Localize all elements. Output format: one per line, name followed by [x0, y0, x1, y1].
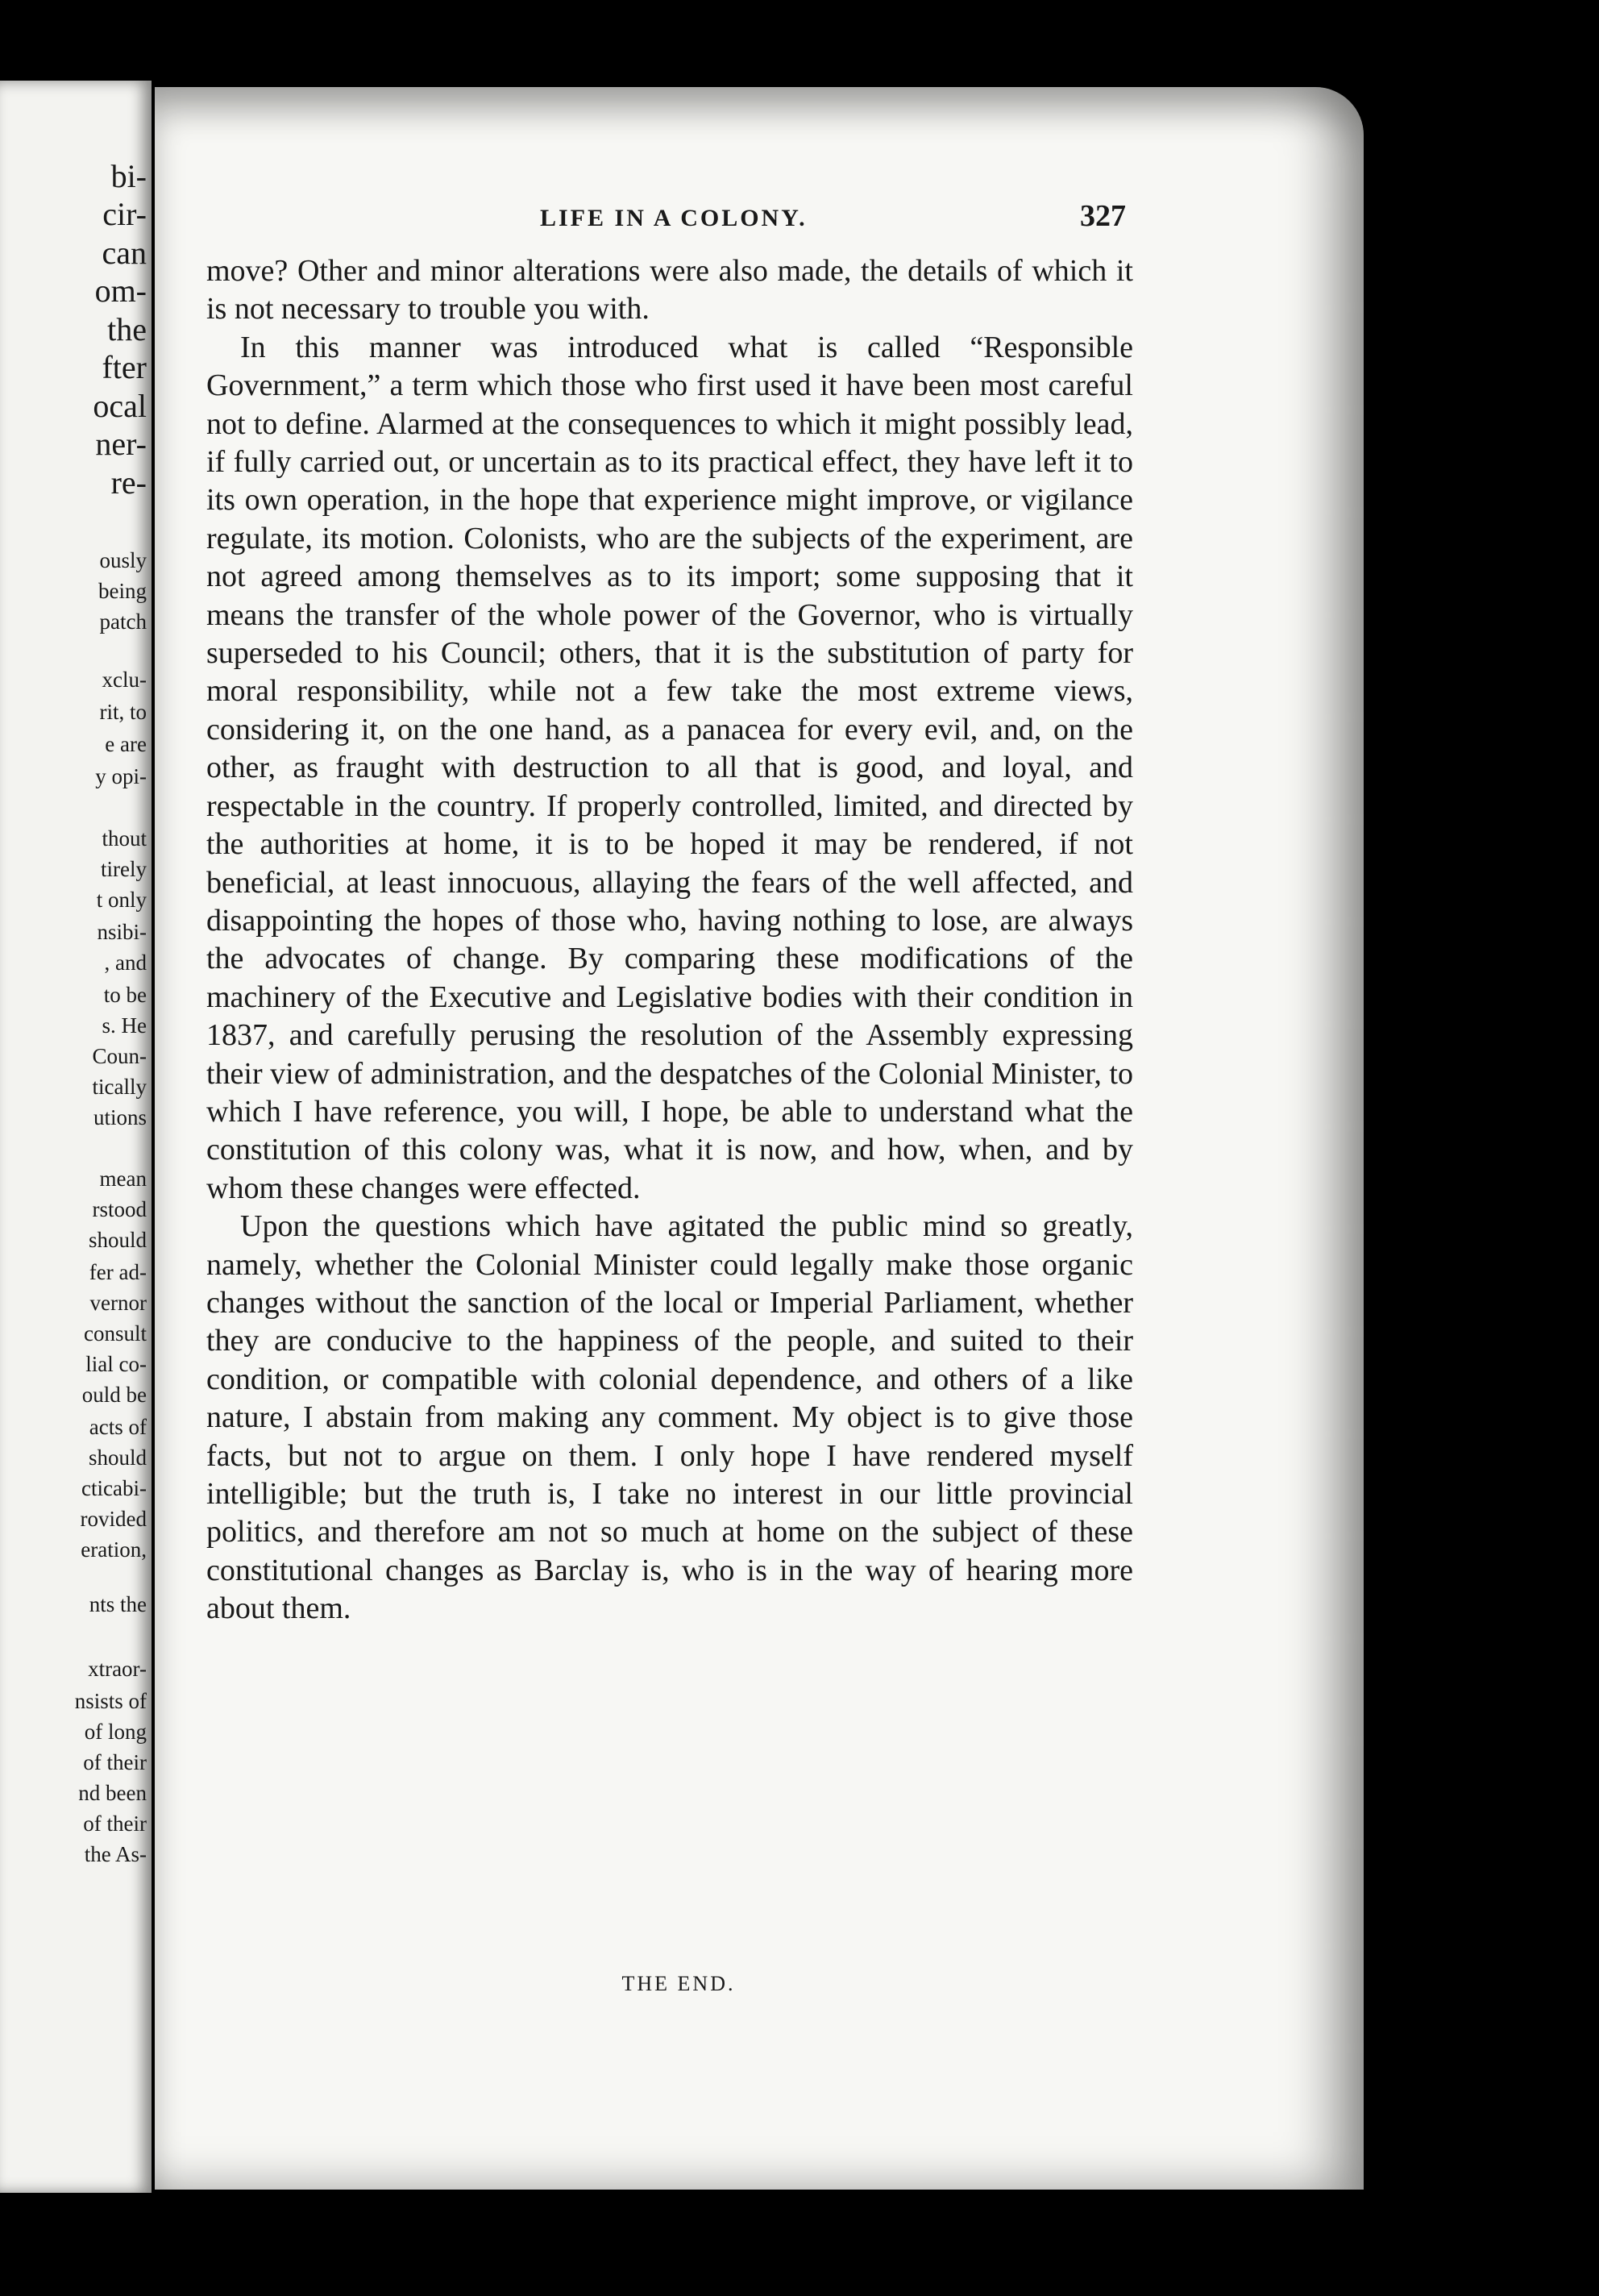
left-page-line: bi-: [110, 158, 147, 194]
left-page-line: rovided: [80, 1507, 147, 1531]
page-number: 327: [1080, 199, 1126, 233]
left-page-line: Coun-: [92, 1044, 147, 1068]
left-page-line: eration,: [81, 1537, 147, 1562]
left-page-line: nd been: [78, 1781, 147, 1805]
left-page-line: to be: [103, 983, 147, 1007]
left-page-line: the As-: [84, 1842, 147, 1866]
left-page-line: utions: [93, 1105, 147, 1129]
left-page-line: s. He: [102, 1013, 147, 1038]
left-page-line: ould be: [81, 1383, 147, 1407]
the-end: THE END.: [621, 1972, 736, 1995]
left-page-line: mean: [99, 1167, 147, 1191]
left-page-line: fter: [102, 349, 147, 385]
left-page-line: xtraor-: [88, 1657, 147, 1681]
left-page-line: tically: [92, 1075, 147, 1099]
left-page-line: the: [107, 311, 147, 347]
left-page-line: t only: [96, 888, 147, 912]
left-page-line: tirely: [101, 857, 147, 881]
left-page-line: fer ad-: [89, 1260, 147, 1284]
paragraph-continuation: move? Other and minor alterations were also made, the details of which it is not necessary to trouble you with.: [206, 254, 1133, 327]
left-page-line: should: [88, 1445, 147, 1470]
left-page-line: of their: [83, 1750, 147, 1774]
main-page: [155, 87, 1364, 2190]
left-page-line: cticabi-: [81, 1476, 147, 1500]
paragraph-questions: Upon the questions which have agitated the public mind so greatly, namely, whether the Colonial Minister could legally make those organic changes without the sanction of the local or Imperial Parliament, whether they are conducive to the happiness of the people, and suited to their condition, or compatible with colonial dependence, and others of a like nature, I abstain from making any comment. My object is to give those facts, but not to argue on them. I only hope I have rendered myself intelligible; but the truth is, I take no interest in our little provincial politics, and therefore am not so much at home on the subject of these constitutional changes as Barclay is, who is in the way of hearing more about them.: [206, 1209, 1133, 1626]
left-page-line: being: [98, 579, 147, 603]
left-page-edge: [0, 81, 152, 2193]
left-page-line: rit, to: [99, 700, 147, 724]
left-page-line: nsibi-: [97, 920, 147, 944]
left-page-line: lial co-: [85, 1352, 147, 1376]
left-page-line: e are: [105, 732, 147, 756]
running-head: [155, 198, 1364, 247]
left-page-line: ocal: [93, 388, 147, 424]
left-page-line: ously: [99, 548, 147, 572]
left-page-line: , and: [104, 950, 147, 975]
left-page-line: xclu-: [102, 668, 147, 692]
left-page-line: can: [102, 235, 147, 271]
left-page-line: om-: [94, 272, 147, 309]
left-page-line: cir-: [102, 196, 147, 232]
left-page-line: rstood: [92, 1197, 147, 1221]
left-page-line: thout: [102, 826, 147, 851]
left-page-line: of long: [84, 1720, 147, 1744]
running-title: LIFE IN A COLONY.: [540, 205, 808, 231]
left-page-line: nsists of: [74, 1689, 147, 1713]
left-page-line: y opi-: [95, 764, 147, 788]
left-page-line: vernor: [89, 1291, 147, 1315]
left-page-line: re-: [110, 464, 147, 501]
left-page-line: ner-: [95, 426, 147, 462]
left-page-line: consult: [84, 1321, 147, 1346]
left-page-line: patch: [99, 609, 147, 634]
paragraph-responsible-government: In this manner was introduced what is called “Responsible Government,” a term which those who first used it have been most careful not to define. Alarmed at the consequences to which it might possibly lead, if fully carried out, or uncertain as to its practical effect, they have left it to its own operation, in the hope that experience might improve, or vigilance regulate, its motion. Colonists, who are the subjects of the experiment, are not agreed among themselves as to its import; some supposing that it means the transfer of the whole power of the Governor, who is virtually superseded to his Council; others, that it is the substitution of party for moral responsibility, while not a few take the most extreme views, considering it, on the one hand, as a panacea for every evil, and, on the other, as fraught with destruction to all that is good, and loyal, and respectable in the country. If properly controlled, limited, and directed by the authorities at home, it is to be hoped it may be rendered, if not beneficial, at least innocuous, allaying the fears of the well affected, and disappointing the hopes of those who, having nothing to lose, are always the advocates of change. By comparing these modifications of the machinery of the Executive and Legislative bodies with their condition in 1837, and carefully perusing the resolution of the Assembly expressing their view of administration, and the despatches of the Colonial Minister, to which I have reference, you will, I hope, be able to understand what the constitution of this colony was, what it is now, and how, when, and by whom these changes were effected.: [206, 330, 1133, 1205]
left-page-line: of their: [83, 1811, 147, 1836]
left-page-line: nts the: [89, 1592, 147, 1616]
body-text: [206, 252, 1133, 1628]
left-page-line: should: [88, 1228, 147, 1252]
left-page-line: acts of: [89, 1415, 147, 1439]
